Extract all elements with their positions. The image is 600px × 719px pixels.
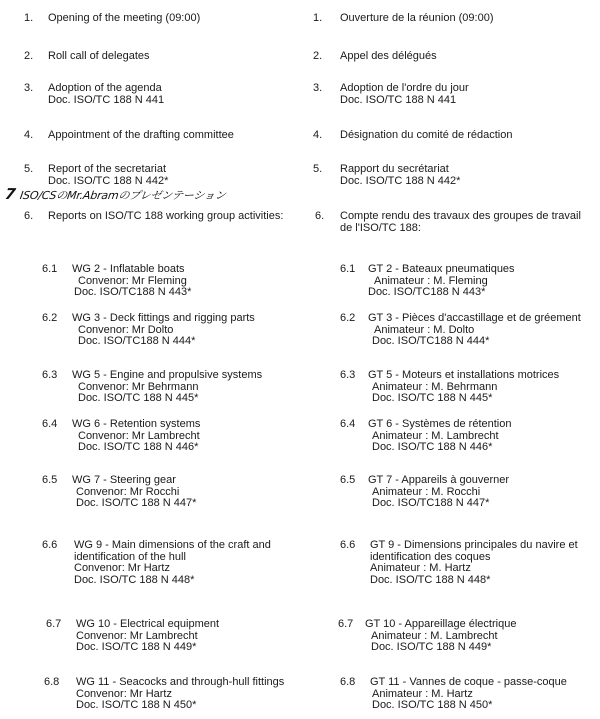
- subitem-convenor: Animateur : M. Lambrecht: [372, 429, 499, 442]
- subitem-number: 6.8: [44, 676, 60, 688]
- subitem-doc: Doc. ISO/TC 188 N 446*: [372, 441, 493, 453]
- subitem-doc: Doc. ISO/TC 188 N 445*: [372, 392, 493, 404]
- handwritten-mark: 7: [3, 185, 17, 203]
- item-number: 4.: [24, 129, 34, 141]
- item-title: Appel des délégués: [340, 50, 437, 62]
- item-title: Ouverture de la réunion (09:00): [340, 12, 494, 24]
- item-number: 6.: [315, 210, 325, 222]
- subitem-convenor: Animateur : M. Lambrecht: [371, 629, 498, 642]
- item-title: Report of the secretariat: [48, 163, 167, 175]
- subitem-title: WG 6 - Retention systems: [72, 418, 201, 430]
- subitem-convenor: Convenor: Mr Behrmann: [78, 380, 199, 393]
- item-number: 6.: [24, 210, 34, 222]
- subitem-doc: Doc. ISO/TC 188 N 448*: [370, 573, 491, 586]
- subitem-title: GT 5 - Moteurs et installations motrices: [368, 369, 560, 381]
- subitem-number: 6.1: [42, 263, 58, 275]
- subitem-title: GT 6 - Systèmes de rétention: [368, 418, 512, 430]
- subitem-convenor: Animateur : M. Dolto: [374, 323, 475, 336]
- subitem-doc: Doc. ISO/TC 188 N 448*: [74, 573, 195, 586]
- item-doc: Doc. ISO/TC 188 N 441: [48, 93, 165, 106]
- item-number: 1.: [24, 12, 34, 24]
- subitem-convenor: Convenor: Mr Hartz: [74, 562, 170, 574]
- subitem-title: GT 3 - Pièces d'accastillage et de gréement: [368, 312, 581, 324]
- item-title: Désignation du comité de rédaction: [340, 129, 513, 141]
- subitem-doc: Doc. ISO/TC188 N 443*: [368, 286, 486, 298]
- subitem-number: 6.3: [42, 369, 58, 381]
- subitem-title: WG 7 - Steering gear: [72, 474, 176, 486]
- item-doc: Doc. ISO/TC 188 N 442*: [340, 174, 461, 187]
- subitem-number: 6.2: [42, 312, 58, 324]
- item-number: 5.: [313, 163, 323, 175]
- subitem-title-cont: identification of the hull: [74, 550, 186, 563]
- subitem-doc: Doc. ISO/TC 188 N 446*: [78, 441, 199, 453]
- item-title: Reports on ISO/TC 188 working group activities:: [48, 210, 284, 222]
- item-number: 2.: [24, 50, 34, 62]
- item-number: 5.: [24, 163, 34, 175]
- subitem-title: GT 7 - Appareils à gouverner: [368, 474, 510, 486]
- subitem-number: 6.5: [42, 474, 58, 486]
- subitem-number: 6.7: [338, 618, 354, 630]
- handwritten-annotation: ISO/CSのMr.Abramのプレゼンテーション: [19, 189, 227, 202]
- subitem-title: WG 11 - Seacocks and through-hull fittings: [76, 676, 285, 688]
- subitem-title: WG 5 - Engine and propulsive systems: [72, 369, 263, 381]
- item-title: Opening of the meeting (09:00): [48, 12, 201, 24]
- subitem-convenor: Convenor: Mr Lambrecht: [78, 429, 200, 442]
- subitem-convenor: Animateur : M. Hartz: [372, 687, 473, 700]
- item-number: 1.: [313, 12, 323, 24]
- item-title: Appointment of the drafting committee: [48, 129, 234, 141]
- item-doc: Doc. ISO/TC 188 N 441: [340, 93, 457, 106]
- subitem-doc: Doc. ISO/TC 188 N 450*: [372, 699, 493, 711]
- subitem-title: WG 10 - Electrical equipment: [76, 618, 220, 630]
- subitem-doc: Doc. ISO/TC 188 N 445*: [78, 392, 199, 404]
- subitem-doc: Doc. ISO/TC188 N 444*: [372, 335, 490, 347]
- subitem-convenor: Animateur : M. Fleming: [374, 274, 488, 287]
- subitem-number: 6.3: [340, 369, 356, 381]
- subitem-number: 6.4: [340, 418, 356, 430]
- subitem-title: GT 2 - Bateaux pneumatiques: [368, 263, 515, 275]
- subitem-doc: Doc. ISO/TC188 N 444*: [78, 335, 196, 347]
- subitem-convenor: Convenor: Mr Lambrecht: [76, 629, 198, 642]
- item-title: Compte rendu des travaux des groupes de travail: [340, 210, 581, 222]
- subitem-doc: Doc. ISO/TC 188 N 449*: [371, 641, 492, 653]
- item-number: 3.: [313, 82, 323, 94]
- subitem-convenor: Convenor: Mr Dolto: [78, 323, 174, 336]
- item-title-cont: de l'ISO/TC 188:: [340, 221, 421, 234]
- subitem-doc: Doc. ISO/TC 188 N 449*: [76, 641, 197, 653]
- subitem-title: WG 2 - Inflatable boats: [72, 263, 185, 275]
- item-number: 3.: [24, 82, 34, 94]
- subitem-convenor: Animateur : M. Hartz: [370, 562, 471, 574]
- item-title: Adoption of the agenda: [48, 82, 162, 94]
- subitem-convenor: Animateur : M. Behrmann: [372, 380, 498, 393]
- subitem-doc: Doc. ISO/TC 188 N 450*: [76, 699, 197, 711]
- subitem-number: 6.7: [46, 618, 62, 630]
- item-title: Adoption de l'ordre du jour: [340, 82, 469, 94]
- item-doc: Doc. ISO/TC 188 N 442*: [48, 174, 169, 187]
- subitem-title: GT 9 - Dimensions principales du navire et: [370, 539, 578, 551]
- item-number: 4.: [313, 129, 323, 141]
- subitem-title-cont: identification des coques: [370, 550, 491, 563]
- subitem-convenor: Convenor: Mr Fleming: [78, 274, 187, 287]
- subitem-number: 6.8: [340, 676, 356, 688]
- item-number: 2.: [313, 50, 323, 62]
- subitem-title: GT 11 - Vannes de coque - passe-coque: [370, 676, 567, 688]
- subitem-title: WG 9 - Main dimensions of the craft and: [74, 539, 271, 551]
- item-title: Rapport du secrétariat: [340, 163, 449, 175]
- subitem-convenor: Convenor: Mr Rocchi: [76, 485, 180, 498]
- subitem-convenor: Convenor: Mr Hartz: [76, 687, 172, 700]
- subitem-number: 6.6: [340, 539, 356, 551]
- subitem-title: GT 10 - Appareillage électrique: [365, 618, 517, 630]
- subitem-number: 6.2: [340, 312, 356, 324]
- item-title: Roll call of delegates: [48, 50, 150, 62]
- subitem-number: 6.5: [340, 474, 356, 486]
- subitem-number: 6.6: [42, 539, 58, 551]
- subitem-doc: Doc. ISO/TC188 N 443*: [74, 286, 192, 298]
- subitem-doc: Doc. ISO/TC 188 N 447*: [76, 497, 197, 509]
- subitem-title: WG 3 - Deck fittings and rigging parts: [72, 312, 255, 324]
- subitem-number: 6.4: [42, 418, 58, 430]
- subitem-doc: Doc. ISO/TC188 N 447*: [372, 497, 490, 509]
- subitem-convenor: Animateur : M. Rocchi: [372, 485, 481, 498]
- subitem-number: 6.1: [340, 263, 356, 275]
